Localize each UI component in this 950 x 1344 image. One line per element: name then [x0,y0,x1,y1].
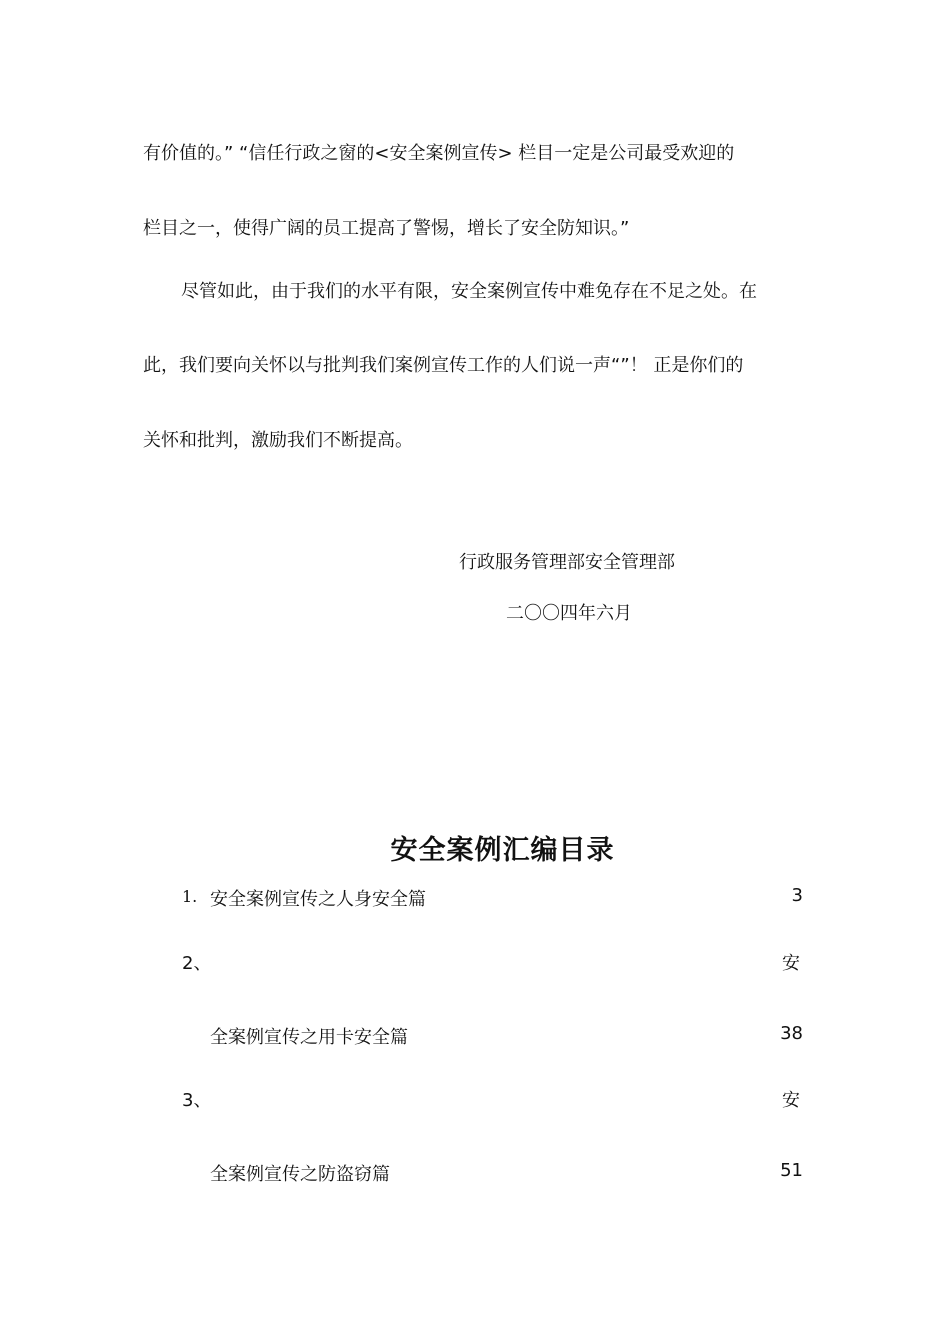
toc-item-wrap-char: 安 [782,1090,800,1111]
toc-item-page: 3 [791,885,803,906]
toc-item-title: 全案例宣传之用卡安全篇 [210,1027,408,1048]
toc-title: 安全案例汇编目录 [390,835,615,867]
toc-item-title: 全案例宣传之防盗窃篇 [210,1164,390,1185]
body-line-1: 有价值的。” “信任行政之窗的<安全案例宣传> 栏目一定是公司最受欢迎的 [143,143,735,164]
body-line-5: 关怀和批判，激励我们不断提高。 [143,430,413,451]
body-line-3: 尽管如此，由于我们的水平有限，安全案例宣传中难免存在不足之处。在 [181,281,757,302]
signature-org: 行政服务管理部安全管理部 [459,552,675,573]
body-line-2: 栏目之一，使得广阔的员工提高了警惕，增长了安全防知识。” [143,218,630,239]
toc-item-number: 3、 [182,1090,212,1111]
toc-item-wrap-char: 安 [782,953,800,974]
signature-date: 二〇〇四年六月 [506,603,632,624]
toc-item-page: 51 [780,1160,803,1181]
toc-item-number: 1. [182,887,198,906]
toc-item-title: 安全案例宣传之人身安全篇 [210,889,426,910]
toc-item-number: 2、 [182,953,212,974]
toc-item-page: 38 [780,1023,803,1044]
body-line-4: 此，我们要向关怀以与批判我们案例宣传工作的人们说一声“”！ 正是你们的 [143,355,744,376]
